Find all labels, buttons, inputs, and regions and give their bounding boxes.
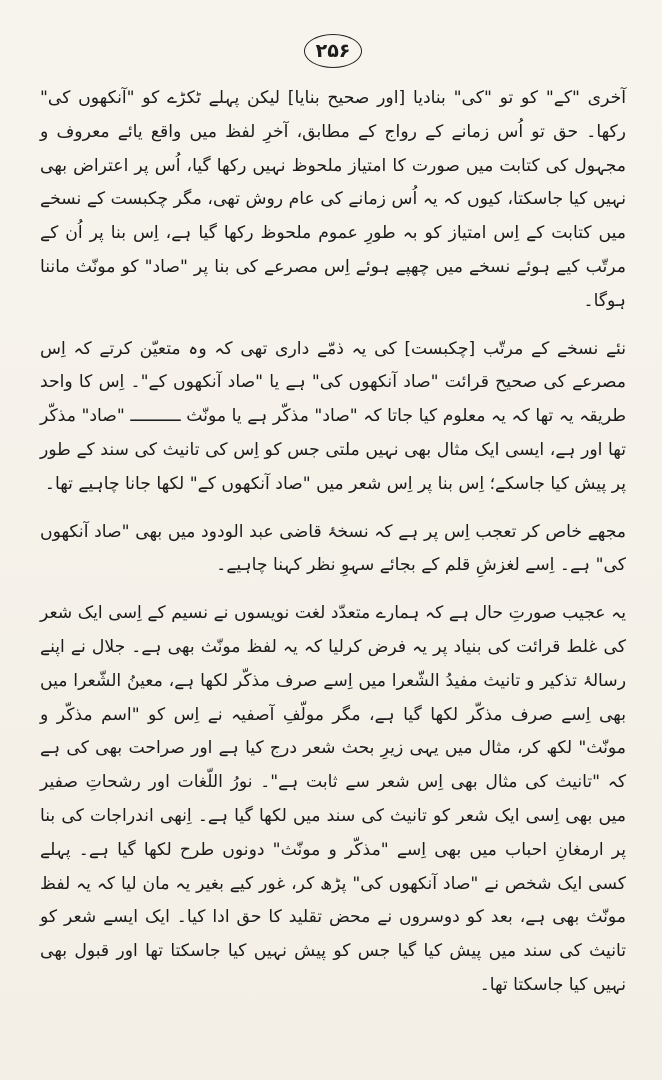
paragraph-3: مجھے خاص کر تعجب اِس پر ہے کہ نسخۂ قاضی عبد الودود میں بھی "صاد آنکھوں کی" ہے۔ اِسے لغزشِ قلم کے بجائے سہوِ نظر کہنا چاہیے۔: [40, 521, 626, 576]
paragraph-1: آخری "کے" کو تو "کی" بنادیا [اور صحیح بنایا] لیکن پہلے ٹکڑے کو "آنکھوں کی" رکھا۔ حق تو اُس زمانے کے رواج کے مطابق، آخرِ لفظ میں واقع یائے معروف و مجہول کی کتابت میں صورت کا امتیاز ملحوظ نہیں رکھا گیا، اُس پر اعتراض بھی نہیں کیا جاسکتا، کیوں کہ یہ اُس زمانے کی عام روش تھی، مگر چکبست کے نسخے میں کتابت کے اِس امتیاز کو بہ طورِ عموم ملحوظ رکھا گیا ہے، اِس بنا پر اُن کے مرتّب کیے ہوئے نسخے میں چھپے ہوئے اِس مصرعے کی بنا پر "صاد" کو مونّث ماننا ہوگا۔: [40, 88, 626, 311]
page-number: ۲۵۶: [304, 34, 362, 68]
page-header: [40, 34, 626, 68]
paragraph-4: یہ عجیب صورتِ حال ہے کہ ہمارے متعدّد لغت نویسوں نے نسیم کے اِسی ایک شعر کی غلط قرائت کی بنیاد پر یہ فرض کرلیا کہ یہ لفظ مونّث بھی ہے۔ جلال نے اپنے رسالۂ تذکیر و تانیث مفیدُ الشّعرا میں اِسے صرف مذکّر لکھا ہے، معینُ الشّعرا میں بھی اِسے صرف مذکّر لکھا گیا ہے، مگر مولّفِ آصفیہ نے اِس کو "اسم مذکّر و مونّث" لکھ کر، مثال میں یہی زیرِ بحث شعر درج کیا ہے اور صراحت بھی کی ہے کہ "تانیث کی مثال بھی اِس شعر سے ثابت ہے"۔ نورُ اللّغات اور رشحاتِ صفیر میں بھی اِسی ایک شعر کو تانیث کی سند میں لکھا گیا ہے۔ اِنھی اندراجات کی بنا پر ارمغانِ احباب میں بھی اِسے "مذکّر و مونّث" دونوں طرح لکھا گیا ہے۔ پہلے کسی ایک شخص نے "صاد آنکھوں کی" پڑھ کر، غور کیے بغیر یہ مان لیا کہ یہ لفظ مونّث بھی ہے، بعد کو دوسروں نے محض تقلید کا حق ادا کیا۔ ایک ایسے شعر کو تانیث کی سند میں پیش کیا گیا جس کو پیش نہیں کیا جاسکتا تھا اور قبول بھی نہیں کیا جاسکتا تھا۔: [40, 603, 626, 995]
page-body: [40, 82, 626, 1003]
paragraph-2: نئے نسخے کے مرتّب [چکبست] کی یہ ذمّے داری تھی کہ وہ متعیّن کرتے کہ اِس مصرعے کی صحیح قرائت "صاد آنکھوں کی" ہے یا "صاد آنکھوں کے"۔ اِس کا واحد طریقہ یہ تھا کہ یہ معلوم کیا جاتا کہ "صاد" مذکّر ہے یا مونّث ــــــــــ "صاد" مذکّر تھا اور ہے، ایسی ایک مثال بھی نہیں ملتی جس کو اِس کی تانیث کی سند کے طور پر پیش کیا جاسکے؛ اِس بنا پر اِس شعر میں "صاد آنکھوں کے" لکھا جانا چاہیے تھا۔: [40, 338, 626, 494]
